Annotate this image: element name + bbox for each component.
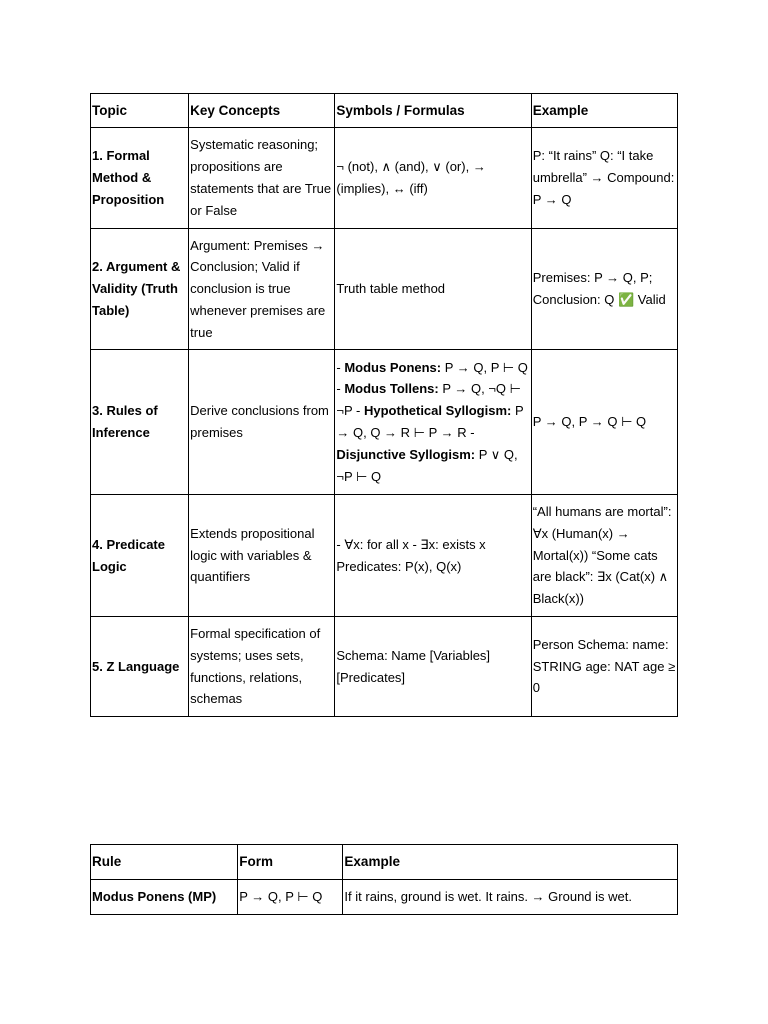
- column-header-key-concepts: Key Concepts: [189, 94, 335, 128]
- symbols-cell: ¬ (not), ∧ (and), ∨ (or), → (implies), ↔ (iff): [335, 128, 531, 229]
- column-header-form: Form: [238, 845, 343, 880]
- concepts-cell: Derive conclusions from premises: [189, 350, 335, 495]
- symbols-text: -: [336, 359, 345, 375]
- concepts-cell: Systematic reasoning; propositions are statements that are True or False: [189, 128, 335, 229]
- symbols-text: P → Q, Q → R ⊢ P → R -: [336, 403, 524, 440]
- topic-cell: 2. Argument & Validity (Truth Table): [91, 229, 189, 350]
- symbols-text: P → Q, P ⊢ Q: [441, 359, 528, 375]
- example-cell: Premises: P → Q, P; Conclusion: Q ✅ Valid: [531, 229, 677, 350]
- example-cell: If it rains, ground is wet. It rains. → Ground is wet.: [343, 880, 678, 915]
- concepts-cell: Argument: Premises → Conclusion; Valid if conclusion is true whenever premises are true: [189, 229, 335, 350]
- concepts-cell: Extends propositional logic with variables & quantifiers: [189, 495, 335, 617]
- example-cell: P: “It rains” Q: “I take umbrella” → Compound: P → Q: [531, 128, 677, 229]
- column-header-symbols: Symbols / Formulas: [335, 94, 531, 128]
- symbols-cell: [335, 350, 531, 495]
- example-cell: Person Schema: name: STRING age: NAT age ≥ 0: [531, 617, 677, 717]
- rule-name-modus-ponens: Modus Ponens:: [344, 359, 442, 375]
- symbols-cell: Schema: Name [Variables] [Predicates]: [335, 617, 531, 717]
- table-row: [91, 128, 678, 229]
- symbols-text: P → Q, ¬Q ⊢ ¬P -: [336, 381, 521, 419]
- symbols-text: -: [336, 381, 345, 397]
- table-row: [91, 880, 678, 915]
- table-row: [91, 617, 678, 717]
- column-header-topic: Topic: [91, 94, 189, 128]
- symbols-cell: - ∀x: for all x - ∃x: exists x Predicates: P(x), Q(x): [335, 495, 531, 617]
- table-row: [91, 350, 678, 495]
- rules-table: [90, 844, 678, 915]
- table-row: [91, 495, 678, 617]
- column-header-example: Example: [531, 94, 677, 128]
- topic-cell: 4. Predicate Logic: [91, 495, 189, 617]
- rule-name-disjunctive-syllogism: Disjunctive Syllogism:: [336, 446, 476, 462]
- topics-table: [90, 93, 678, 717]
- column-header-rule: Rule: [91, 845, 238, 880]
- symbols-cell: Truth table method: [335, 229, 531, 350]
- table-header-row: [91, 94, 678, 128]
- example-cell: “All humans are mortal”: ∀x (Human(x) → Mortal(x)) “Some cats are black”: ∃x (Cat(x) ∧ Black(x)): [531, 495, 677, 617]
- rule-cell: Modus Ponens (MP): [91, 880, 238, 915]
- rule-name-modus-tollens: Modus Tollens:: [344, 381, 439, 397]
- table-header-row: [91, 845, 678, 880]
- topic-cell: 3. Rules of Inference: [91, 350, 189, 495]
- concepts-cell: Formal specification of systems; uses sets, functions, relations, schemas: [189, 617, 335, 717]
- symbols-text: P ∨ Q, ¬P ⊢ Q: [336, 446, 518, 484]
- rule-name-hypothetical-syllogism: Hypothetical Syllogism:: [363, 403, 512, 419]
- topic-cell: 1. Formal Method & Proposition: [91, 128, 189, 229]
- form-cell: P → Q, P ⊢ Q: [238, 880, 343, 915]
- example-cell: P → Q, P → Q ⊢ Q: [531, 350, 677, 495]
- topic-cell: 5. Z Language: [91, 617, 189, 717]
- table-row: [91, 229, 678, 350]
- column-header-example: Example: [343, 845, 678, 880]
